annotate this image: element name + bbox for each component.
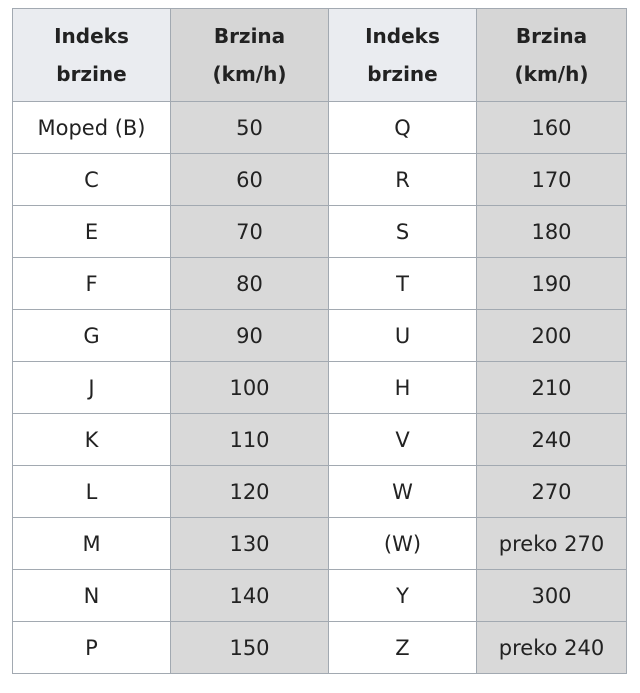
speed-index-cell: S (329, 206, 477, 258)
speed-index-cell: J (13, 362, 171, 414)
speed-index-cell: V (329, 414, 477, 466)
speed-index-cell: G (13, 310, 171, 362)
speed-index-cell: N (13, 570, 171, 622)
header-speed-index-1 (13, 9, 171, 102)
speed-cell: 240 (477, 414, 627, 466)
header-text-line: brzine (56, 62, 127, 86)
header-text-line: (km/h) (514, 62, 589, 86)
header-text-line: Brzina (213, 24, 286, 48)
table-row (13, 206, 627, 258)
table-row (13, 102, 627, 154)
speed-cell: 50 (171, 102, 329, 154)
speed-index-table-container (12, 8, 626, 674)
header-text-line: Indeks (365, 24, 440, 48)
table-row (13, 414, 627, 466)
speed-cell: 110 (171, 414, 329, 466)
header-speed-index-2 (329, 9, 477, 102)
speed-cell: 190 (477, 258, 627, 310)
speed-cell: 200 (477, 310, 627, 362)
table-row (13, 362, 627, 414)
header-text-line: Brzina (515, 24, 588, 48)
speed-cell: preko 270 (477, 518, 627, 570)
speed-index-cell: Moped (B) (13, 102, 171, 154)
speed-cell: 100 (171, 362, 329, 414)
header-text-line: Indeks (54, 24, 129, 48)
table-row (13, 622, 627, 674)
speed-index-cell: Z (329, 622, 477, 674)
header-speed-1 (171, 9, 329, 102)
speed-cell: 60 (171, 154, 329, 206)
table-header-row (13, 9, 627, 102)
header-speed-2 (477, 9, 627, 102)
speed-index-cell: P (13, 622, 171, 674)
table-row (13, 154, 627, 206)
table-row (13, 570, 627, 622)
table-row (13, 310, 627, 362)
speed-index-cell: L (13, 466, 171, 518)
speed-index-cell: R (329, 154, 477, 206)
speed-cell: 130 (171, 518, 329, 570)
speed-cell: preko 240 (477, 622, 627, 674)
speed-index-cell: C (13, 154, 171, 206)
table-row (13, 258, 627, 310)
speed-cell: 300 (477, 570, 627, 622)
speed-cell: 80 (171, 258, 329, 310)
speed-index-cell: U (329, 310, 477, 362)
speed-cell: 270 (477, 466, 627, 518)
header-text-line: brzine (367, 62, 438, 86)
speed-cell: 210 (477, 362, 627, 414)
speed-cell: 120 (171, 466, 329, 518)
table-body (13, 102, 627, 674)
speed-cell: 90 (171, 310, 329, 362)
speed-index-cell: W (329, 466, 477, 518)
speed-index-cell: M (13, 518, 171, 570)
speed-index-cell: Y (329, 570, 477, 622)
speed-index-cell: Q (329, 102, 477, 154)
speed-cell: 170 (477, 154, 627, 206)
speed-cell: 160 (477, 102, 627, 154)
speed-index-cell: E (13, 206, 171, 258)
speed-cell: 140 (171, 570, 329, 622)
speed-index-cell: F (13, 258, 171, 310)
speed-cell: 180 (477, 206, 627, 258)
table-row (13, 466, 627, 518)
header-text-line: (km/h) (212, 62, 287, 86)
speed-cell: 150 (171, 622, 329, 674)
speed-index-cell: (W) (329, 518, 477, 570)
table-row (13, 518, 627, 570)
speed-index-cell: H (329, 362, 477, 414)
speed-cell: 70 (171, 206, 329, 258)
speed-index-table (12, 8, 627, 674)
speed-index-cell: K (13, 414, 171, 466)
speed-index-cell: T (329, 258, 477, 310)
